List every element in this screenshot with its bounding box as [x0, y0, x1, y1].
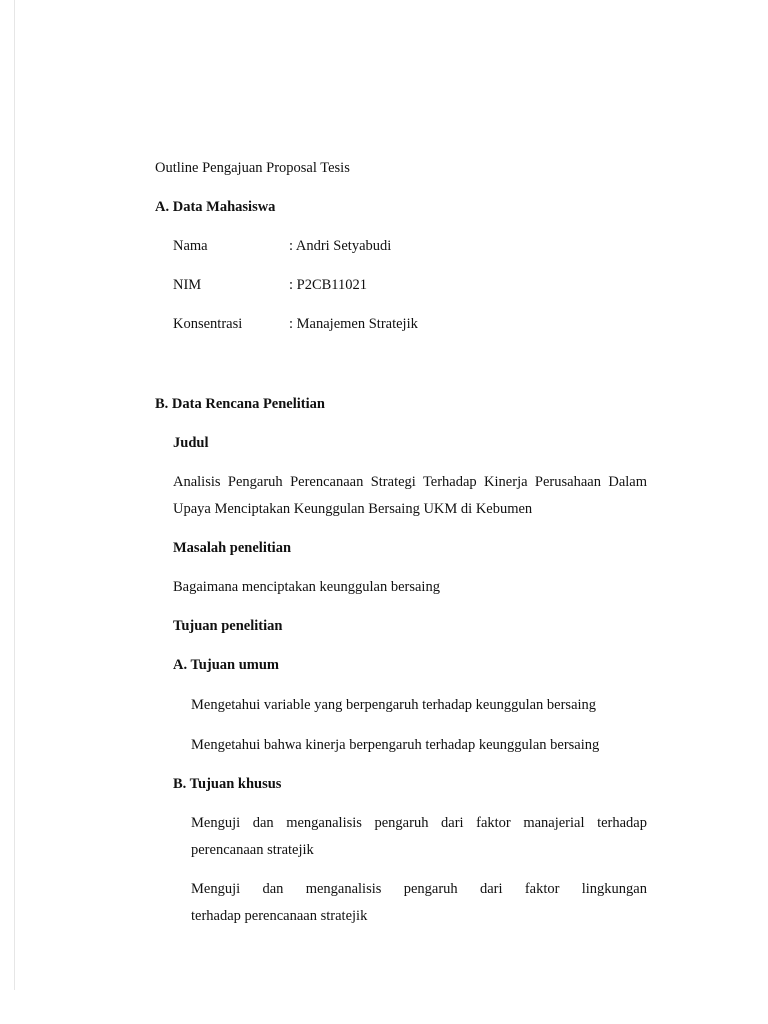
tujuan-khusus-heading: B. Tujuan khusus: [173, 776, 282, 792]
judul-text-line-2: Upaya Menciptakan Keunggulan Bersaing UKM di Kebumen: [173, 501, 533, 517]
tujuan-umum-heading: A. Tujuan umum: [173, 657, 279, 673]
tujuan-khusus-item-2-line-1: Menguji dan menganalisis pengaruh dari faktor lingkungan: [191, 881, 647, 897]
field-value-konsentrasi: : Manajemen Stratejik: [289, 316, 418, 332]
tujuan-khusus-item-1-line-2: perencanaan stratejik: [191, 842, 314, 858]
section-a-heading: A. Data Mahasiswa: [155, 199, 276, 215]
field-label-konsentrasi: Konsentrasi: [173, 316, 243, 332]
field-label-nim: NIM: [173, 277, 202, 293]
tujuan-umum-item: Mengetahui variable yang berpengaruh terhadap keunggulan bersaing: [191, 697, 597, 713]
tujuan-heading: Tujuan penelitian: [173, 618, 283, 634]
tujuan-khusus-item-2-line-2: terhadap perencanaan stratejik: [191, 908, 368, 924]
tujuan-khusus-item-1-line-1: Menguji dan menganalisis pengaruh dari faktor manajerial terhadap: [191, 815, 647, 831]
field-label-nama: Nama: [173, 238, 208, 254]
tujuan-umum-item: Mengetahui bahwa kinerja berpengaruh terhadap keunggulan bersaing: [191, 737, 600, 753]
judul-heading: Judul: [173, 435, 209, 451]
field-value-nim: : P2CB11021: [289, 277, 368, 293]
document-title: Outline Pengajuan Proposal Tesis: [155, 160, 350, 176]
masalah-heading: Masalah penelitian: [173, 540, 292, 556]
section-b-heading: B. Data Rencana Penelitian: [155, 396, 325, 412]
field-value-nama: : Andri Setyabudi: [289, 238, 392, 254]
judul-text-line-1: Analisis Pengaruh Perencanaan Strategi Terhadap Kinerja Perusahaan Dalam: [173, 474, 647, 490]
masalah-text: Bagaimana menciptakan keunggulan bersaing: [173, 579, 440, 595]
